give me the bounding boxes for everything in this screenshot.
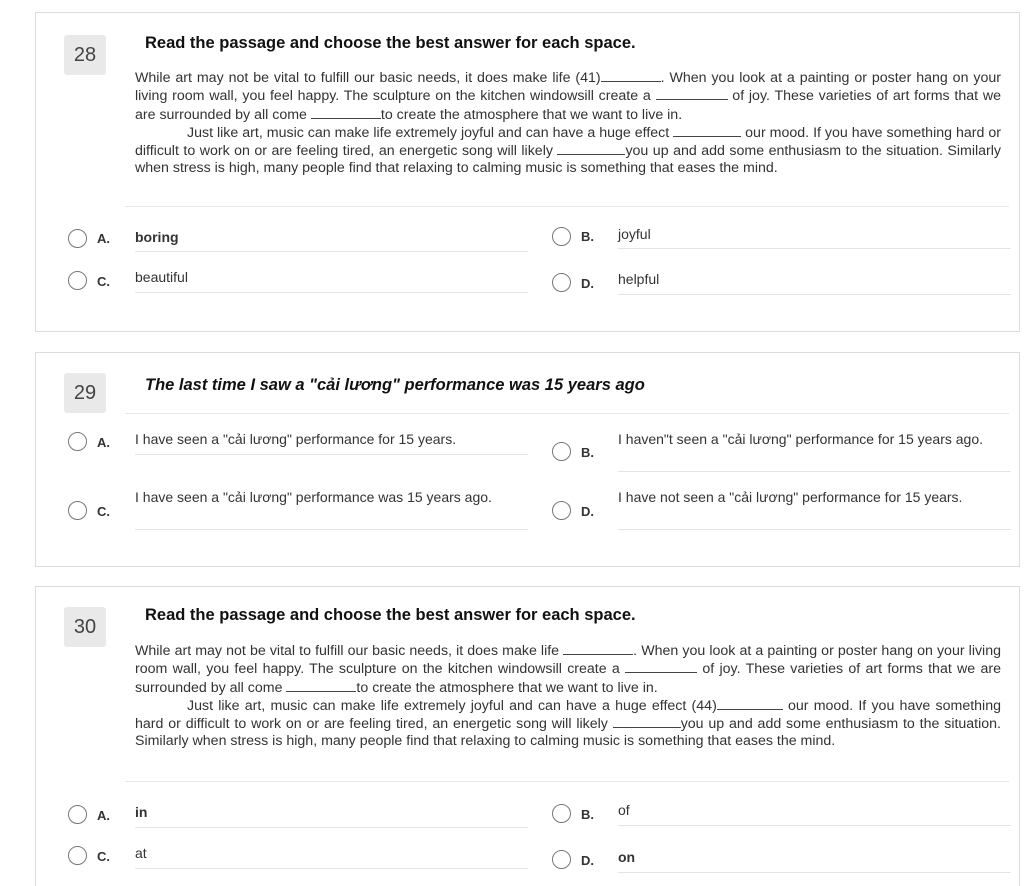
radio-button[interactable] — [68, 229, 87, 248]
option-letter: D. — [581, 504, 594, 519]
option-text: I have seen a "cải lương" performance was 15 years ago. — [135, 489, 528, 530]
option-text: joyful — [618, 226, 1011, 249]
option-text: of — [618, 802, 1011, 826]
answer-blank — [673, 124, 741, 137]
question-card-30 — [35, 586, 1020, 886]
option-letter: C. — [97, 504, 110, 519]
option-text: helpful — [618, 271, 1011, 295]
option-letter: A. — [97, 231, 110, 246]
radio-button[interactable] — [68, 501, 87, 520]
radio-button[interactable] — [552, 850, 571, 869]
answer-blank — [717, 697, 783, 710]
passage-paragraph-1: While art may not be vital to fulfill our basic needs, it does make life . When you look at a painting or poster hang on your living room wall, you feel happy. The sculpture on the kitchen windowsill create a of joy. These varieties of art forms that we are surrounded by all come to create the atmosphere that we want to live in. — [135, 643, 1001, 696]
passage-paragraph-2: Just like art, music can make life extremely joyful and can have a huge effect (44) our mood. If you have something hard or difficult to work on or are feeling tired, an energetic song will likely you up and add some enthusiasm to the situation. Similarly when stress is high, many people find that relaxing to calming music is something that eases the mind. — [135, 697, 1002, 750]
option-text: beautiful — [135, 269, 528, 293]
question-number: 29 — [64, 373, 106, 413]
radio-button[interactable] — [68, 846, 87, 865]
option-letter: C. — [97, 849, 110, 864]
option-text: in — [135, 804, 528, 828]
passage-paragraph-2: Just like art, music can make life extremely joyful and can have a huge effect our mood. If you have something hard or difficult to work on or are feeling tired, an energetic song will likely you up and add some enthusiasm to the situation. Similarly when stress is high, many people find that relaxing to calming music is something that eases the mind. — [135, 124, 1002, 177]
question-card-29 — [35, 352, 1020, 567]
reading-passage — [135, 69, 1001, 178]
option-text: boring — [135, 229, 528, 252]
answer-blank — [656, 87, 728, 100]
option-letter: A. — [97, 808, 110, 823]
question-title: The last time I saw a "cải lương" performance was 15 years ago — [145, 376, 645, 394]
option-text: at — [135, 845, 528, 869]
radio-button[interactable] — [552, 273, 571, 292]
radio-button[interactable] — [552, 442, 571, 461]
answer-blank — [557, 142, 625, 155]
radio-button[interactable] — [68, 432, 87, 451]
option-letter: A. — [97, 435, 110, 450]
radio-button[interactable] — [552, 227, 571, 246]
question-title: Read the passage and choose the best answer for each space. — [145, 34, 636, 52]
divider — [125, 413, 1009, 414]
radio-button[interactable] — [552, 804, 571, 823]
answer-blank — [625, 660, 697, 673]
radio-button[interactable] — [68, 271, 87, 290]
question-number: 30 — [64, 607, 106, 647]
option-text: I have not seen a "cải lương" performance for 15 years. — [618, 489, 1011, 530]
divider — [125, 781, 1009, 782]
passage-paragraph-1: While art may not be vital to fulfill our basic needs, it does make life (41) . When you look at a painting or poster hang on your living room wall, you feel happy. The sculpture on the kitchen windowsill create a of joy. These varieties of art forms that we are surrounded by all come to create the atmosphere that we want to live in. — [135, 70, 1001, 123]
option-letter: B. — [581, 807, 594, 822]
answer-blank — [601, 69, 661, 82]
option-letter: C. — [97, 274, 110, 289]
answer-blank — [613, 715, 681, 728]
answer-blank — [563, 642, 633, 655]
option-letter: D. — [581, 853, 594, 868]
question-card-28 — [35, 12, 1020, 332]
question-number: 28 — [64, 35, 106, 75]
option-letter: B. — [581, 229, 594, 244]
radio-button[interactable] — [552, 501, 571, 520]
option-text: I haven"t seen a "cải lương" performance for 15 years ago. — [618, 431, 1011, 472]
option-text: on — [618, 849, 1011, 873]
option-letter: B. — [581, 445, 594, 460]
divider — [125, 206, 1009, 207]
option-text: I have seen a "cải lương" performance for 15 years. — [135, 431, 528, 455]
reading-passage — [135, 642, 1001, 751]
answer-blank — [311, 106, 381, 119]
radio-button[interactable] — [68, 805, 87, 824]
option-letter: D. — [581, 276, 594, 291]
answer-blank — [286, 679, 356, 692]
question-title: Read the passage and choose the best answer for each space. — [145, 606, 636, 624]
